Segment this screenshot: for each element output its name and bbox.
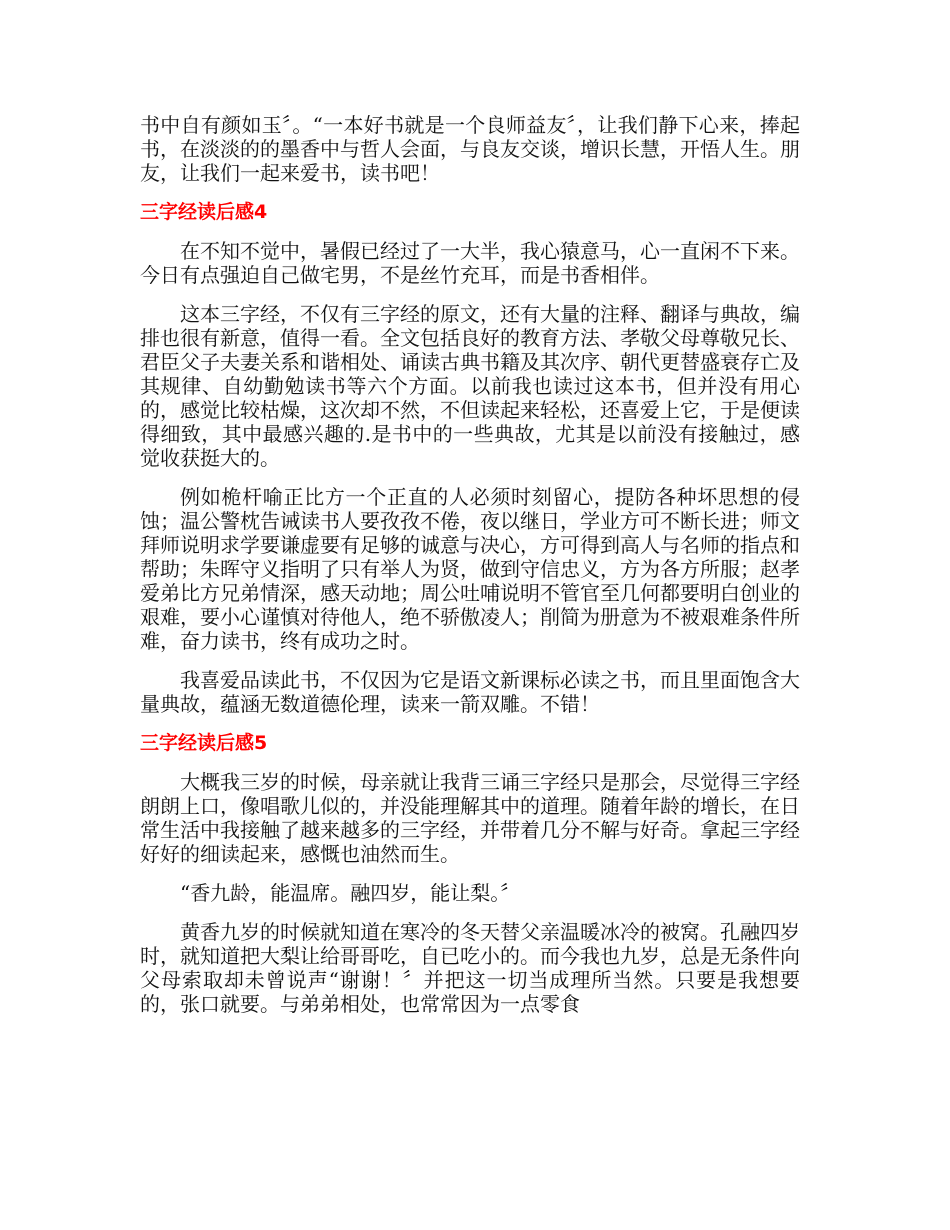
paragraph: 这本三字经，不仅有三字经的原文，还有大量的注释、翻译与典故，编排也很有新意，值得一看。全文包括良好的教育方法、孝敬父母尊敬兄长、君臣父子夫妻关系和谐相处、诵读古典书籍及其次序、朝代更替盛衰存亡及其规律、自幼勤勉读书等六个方面。以前我也读过这本书，但并没有用心的，感觉比较枯燥，这次却不然，不但读起来轻松，还喜爱上它，于是便读得细致，其中最感兴趣的.是书中的一些典故，尤其是以前没有接触过，感觉收获挺大的。 [140,302,800,470]
paragraph: 我喜爱品读此书，不仅因为它是语文新课标必读之书，而且里面饱含大量典故，蕴涵无数道德伦理，读来一箭双雕。不错！ [140,668,800,716]
section-heading-4: 三字经读后感4 [140,201,268,223]
paragraph-continuation: 书中自有颜如玉〞。“一本好书就是一个良师益友〞，让我们静下心来，捧起书，在淡淡的的墨香中与哲人会面，与良友交谈，增识长慧，开悟人生。朋友，让我们一起来爱书，读书吧！ [140,113,800,185]
section-heading-5: 三字经读后感5 [140,732,268,754]
paragraph: 例如桅杆喻正比方一个正直的人必须时刻留心，提防各种坏思想的侵蚀；温公警枕告诫读书人要孜孜不倦，夜以继日，学业方可不断长进；师文拜师说明求学要谦虚要有足够的诚意与决心，方可得到高人与名师的指点和帮助；朱晖守义指明了只有举人为贤，做到守信忠义，方为各方所服；赵孝爱弟比方兄弟情深，感天动地；周公吐哺说明不管官至几何都要明白创业的艰难，要小心谨慎对待他人，绝不骄傲凌人；削简为册意为不被艰难条件所难，奋力读书，终有成功之时。 [140,485,800,653]
paragraph: 大概我三岁的时候，母亲就让我背三诵三字经只是那会，尽觉得三字经朗朗上口，像唱歌儿似的，并没能理解其中的道理。随着年龄的增长，在日常生活中我接触了越来越多的三字经，并带着几分不解与好奇。拿起三字经好好的细读起来，感慨也油然而生。 [140,770,800,866]
document-body [140,113,800,1031]
paragraph: 黄香九岁的时候就知道在寒冷的冬天替父亲温暖冰冷的被窝。孔融四岁时，就知道把大梨让给哥哥吃，自已吃小的。而今我也九岁，总是无条件向父母索取却未曾说声“谢谢！〞并把这一切当成理所当然。只要是我想要的，张口就要。与弟弟相处，也常常因为一点零食 [140,920,800,1016]
paragraph: 在不知不觉中，暑假已经过了一大半，我心猿意马，心一直闲不下来。今日有点强迫自己做宅男，不是丝竹充耳，而是书香相伴。 [140,239,800,287]
quote-paragraph: “香九龄，能温席。融四岁，能让梨。〞 [180,881,521,905]
